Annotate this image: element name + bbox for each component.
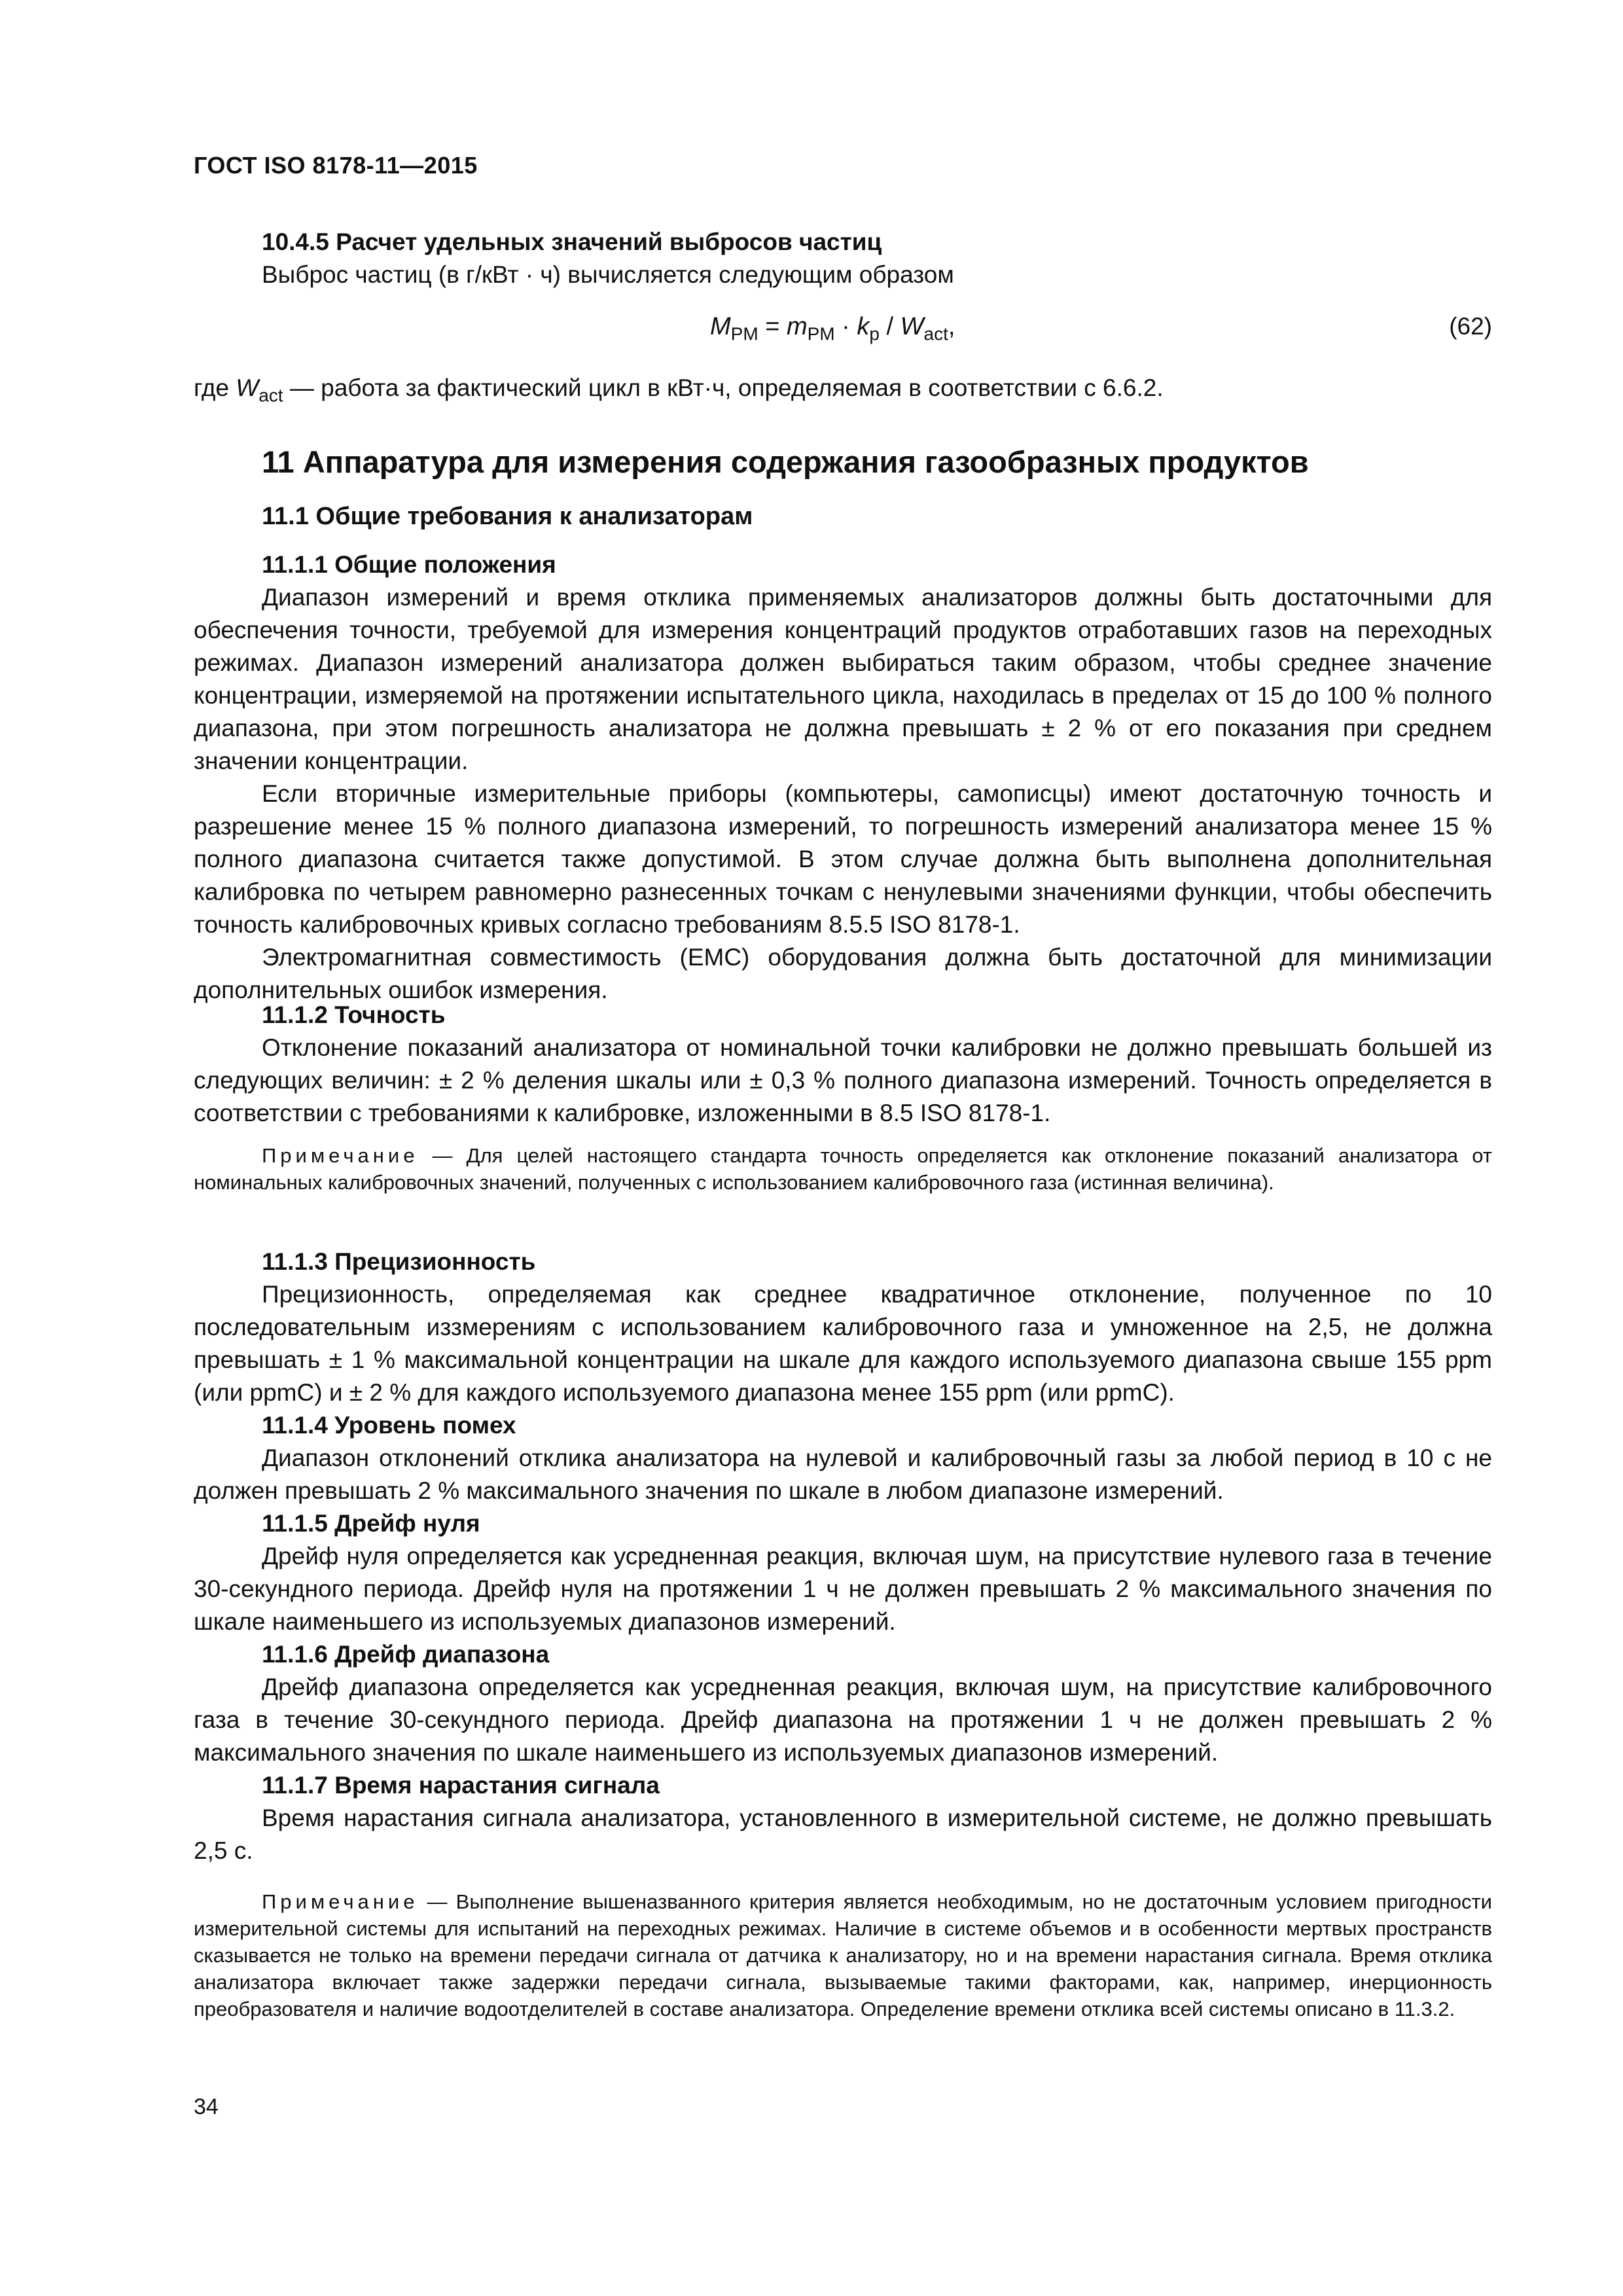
where-clause <box>194 372 1492 412</box>
formula-62 <box>710 313 955 345</box>
where-sub: act <box>259 385 283 406</box>
section-heading: 11.1.5 Дрейф нуля <box>262 1510 480 1537</box>
section-heading: 11.1.4 Уровень помех <box>262 1412 516 1439</box>
section-10-4-5 <box>194 226 1492 291</box>
formula-var: M <box>710 313 731 340</box>
section-heading: 11.1.3 Прецизионность <box>262 1248 536 1275</box>
formula-op: · <box>834 313 857 340</box>
formula-sub: PM <box>807 323 835 344</box>
formula-var: W <box>900 313 924 340</box>
page-number: 34 <box>194 2094 219 2119</box>
section-11-1-5 <box>194 1507 1492 1638</box>
section-heading: 10.4.5 Расчет удельных значений выбросов частиц <box>262 228 882 255</box>
document-id: ГОСТ ISO 8178-11—2015 <box>194 152 478 179</box>
where-var: W <box>236 374 259 401</box>
section-11-1-7 <box>194 1769 1492 1867</box>
paragraph: Отклонение показаний анализатора от номинальной точки калибровки не должно превышать большей из следующих величин: ± 2 % деления шкалы или ± 0,3 % полного диапазона измерений. Точность определяется в соответствии с требованиями к калибровке, изложенными в 8.5 ISO 8178-1. <box>194 1034 1492 1126</box>
note-label: Примечание <box>262 1890 419 1913</box>
section-11-1-6 <box>194 1638 1492 1769</box>
paragraph: Диапазон измерений и время отклика применяемых анализаторов должны быть достаточными для обеспечения точности, требуемой для измерения концентраций продуктов отработавших газов на переходных режимах. Диапазон измерений анализатора должен выбираться таким образом, чтобы среднее значение концентрации, измеряемой на протяжении испытательного цикла, находилась в пределах от 15 до 100 % полного диапазона, при этом погрешность анализатора не должна превышать ± 2 % от его показания при среднем значении концентрации. <box>194 584 1492 774</box>
paragraph: Прецизионность, определяемая как среднее квадратичное отклонение, полученное по 10 последовательным иззмерениям с использованием калибровочного газа и умноженное на 2,5, не должна превышать ± 1 % максимальной концентрации на шкале для каждого используемого диапазона свыше 155 ppm (или ppmC) и ± 2 % для каждого используемого диапазона менее 155 ppm (или ppmC). <box>194 1281 1492 1406</box>
section-heading: 11.1.2 Точность <box>262 1001 446 1028</box>
note-text: — Выполнение вышеназванного критерия является необходимым, но не достаточным условием пригодности измерительной системы для испытаний на переходных режимах. Наличие в системе объемов и в особенности мертвых пространств сказывается не только на времени передачи сигнала от датчика к анализатору, но и на времени нарастания сигнала. Время отклика анализатора включает также задержки передачи сигнала, вызываемые такими факторами, как, например, инерционность преобразователя и наличие водоотделителей в составе анализатора. Определение времени отклика всей системы описано в 11.3.2. <box>194 1890 1492 2020</box>
paragraph: Выброс частиц (в г/кВт · ч) вычисляется следующим образом <box>262 261 954 288</box>
paragraph: Дрейф диапазона определяется как усредненная реакция, включая шум, на присутствие калибровочного газа в течение 30-секундного периода. Дрейф диапазона на протяжении 1 ч не должен превышать 2 % максимального значения по шкале наименьшего из используемых диапазонов измерений. <box>194 1674 1492 1766</box>
section-11-1-2 <box>194 999 1492 1130</box>
formula-op: , <box>948 313 955 340</box>
equation-number: (62) <box>1449 313 1492 340</box>
section-heading: 11.1.6 Дрейф диапазона <box>262 1641 550 1668</box>
section-heading: 11.1.7 Время нарастания сигнала <box>262 1772 660 1799</box>
section-11-1-1 <box>194 548 1492 1007</box>
section-heading: 11.1.1 Общие положения <box>262 551 556 578</box>
section-11-1-title: 11.1 Общие требования к анализаторам <box>262 503 753 530</box>
paragraph: Дрейф нуля определяется как усредненная реакция, включая шум, на присутствие нулевого газа в течение 30-секундного периода. Дрейф нуля на протяжении 1 ч не должен превышать 2 % максимального значения по шкале наименьшего из используемых диапазонов измерений. <box>194 1543 1492 1635</box>
formula-sub: act <box>923 323 948 344</box>
formula-var: m <box>786 313 808 340</box>
formula-sub: PM <box>730 323 758 344</box>
where-text: — работа за фактический цикл в кВт·ч, определяемая в соответствии с 6.6.2. <box>283 374 1164 401</box>
section-11-1-3 <box>194 1246 1492 1409</box>
note-label: Примечание <box>262 1144 419 1167</box>
note-text: — Для целей настоящего стандарта точность определяется как отклонение показаний анализатора от номинальных калибровочных значений, полученных с использованием калибровочного газа (истинная величина). <box>194 1144 1492 1194</box>
formula-sub: p <box>869 323 880 344</box>
note-rise-time <box>194 1888 1492 2022</box>
section-11-1-4 <box>194 1409 1492 1507</box>
paragraph: Диапазон отклонений отклика анализатора на нулевой и калибровочный газы за любой период в 10 с не должен превышать 2 % максимального значения по шкале в любом диапазоне измерений. <box>194 1444 1492 1504</box>
paragraph: Если вторичные измерительные приборы (компьютеры, самописцы) имеют достаточную точность и разрешение менее 15 % полного диапазона измерений, то погрешность измерений анализатора менее 15 % полного диапазона считается также допустимой. В этом случае должна быть выполнена дополнительная калибровка по четырем равномерно разнесенных точкам с ненулевыми значениями функции, чтобы обеспечить точность калибровочных кривых согласно требованиям 8.5.5 ISO 8178-1. <box>194 780 1492 938</box>
formula-op: / <box>879 313 901 340</box>
paragraph: Электромагнитная совместимость (EMC) оборудования должна быть достаточной для минимизации дополнительных ошибок измерения. <box>194 944 1492 1003</box>
section-11-title: 11 Аппаратура для измерения содержания газообразных продуктов <box>262 444 1309 479</box>
paragraph: Время нарастания сигнала анализатора, установленного в измерительной системе, не должно превышать 2,5 с. <box>194 1804 1492 1864</box>
note-accuracy <box>194 1142 1492 1196</box>
where-prefix: где <box>194 374 236 401</box>
formula-var: k <box>857 313 870 340</box>
formula-op: = <box>758 313 787 340</box>
